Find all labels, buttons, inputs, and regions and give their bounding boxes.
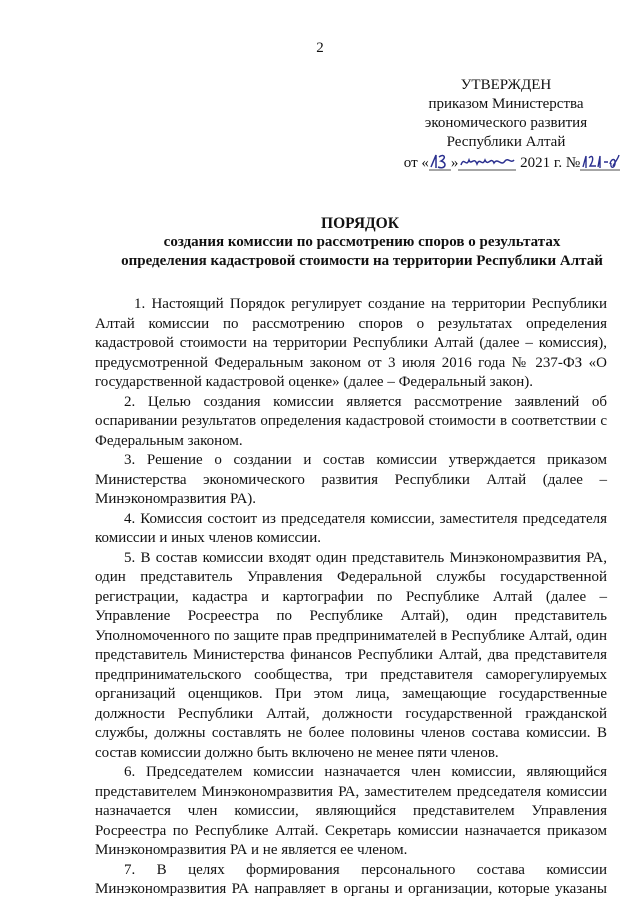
approval-line-ministry: экономического развития (424, 115, 588, 131)
date-prefix: от « (403, 155, 429, 171)
document-title: ПОРЯДОК (321, 215, 399, 232)
approval-line-order: приказом Министерства (428, 96, 584, 112)
approval-date-line (402, 152, 622, 173)
page-number: 2 (316, 40, 324, 56)
paragraph-4: 4. Комиссия состоит из председателя комиссии, заместителя председателя комиссии и иных членов комиссии. (95, 510, 607, 546)
paragraph-2: 2. Целью создания комиссии является рассмотрение заявлений об оспаривании результатов определения кадастровой стоимости в соответствии с Федеральным законом. (95, 393, 607, 449)
paragraph-5: 5. В состав комиссии входят один представитель Минэкономразвития РА, один представитель Управления Федеральной службы государственной регистрации, кадастра и картографии по Республике Алтай (далее – Управление Росреестра по Республике Алтай), один представитель Уполномоченного по защите прав предпринимателей в Республике Алтай, один представитель Министерства финансов Республики Алтай, два представителя предпринимательского сообщества, три представителя саморегулируемых организаций оценщиков. При этом лица, замещающие государственные должности Республики Алтай, должности государственной гражданской службы, должны составлять не более половины членов состава комиссии. В состав комиссии должно быть включено не менее пяти членов. (95, 549, 607, 761)
handwritten-month (458, 152, 516, 172)
paragraph-3: 3. Решение о создании и состав комиссии утверждается приказом Министерства экономического развития Республики Алтай (далее – Минэкономразвития РА). (95, 452, 607, 507)
approval-line-region: Республики Алтай (446, 134, 566, 150)
paragraph-6: 6. Председателем комиссии назначается член комиссии, являющийся представителем Минэкономразвития РА, заместителем председателя комиссии назначается член комиссии, являющийся представителем Управления Росреестра по Республике Алтай. Секретарь комиссии назначается приказом Минэкономразвития РА и не является ее членом. (95, 764, 607, 858)
quote-close: » (450, 155, 459, 171)
approval-stamp-block (390, 76, 622, 173)
paragraph-7: 7. В целях формирования персонального состава комиссии Минэкономразвития РА направляет в органы и организации, которые указаны (95, 861, 607, 897)
handwritten-order-number (580, 152, 620, 172)
document-subtitle: создания комиссии по рассмотрению споров о результатах определения кадастровой стоимости на территории Республики Алтай (121, 234, 603, 269)
year-and-number-label: 2021 г. № (520, 155, 581, 171)
handwritten-day (429, 152, 451, 172)
paragraph-1: 1. Настоящий Порядок регулирует создание на территории Республики Алтай комиссии по рассмотрению споров о результатах определения кадастровой стоимости на территории Республики Алтай (далее – комиссия), предусмотренной Федеральным законом от 3 июля 2016 года № 237-ФЗ «О государственной кадастровой оценке» (далее – Федеральный закон). (95, 296, 607, 390)
approval-heading: УТВЕРЖДЕН (460, 77, 552, 93)
document-body (95, 295, 607, 900)
